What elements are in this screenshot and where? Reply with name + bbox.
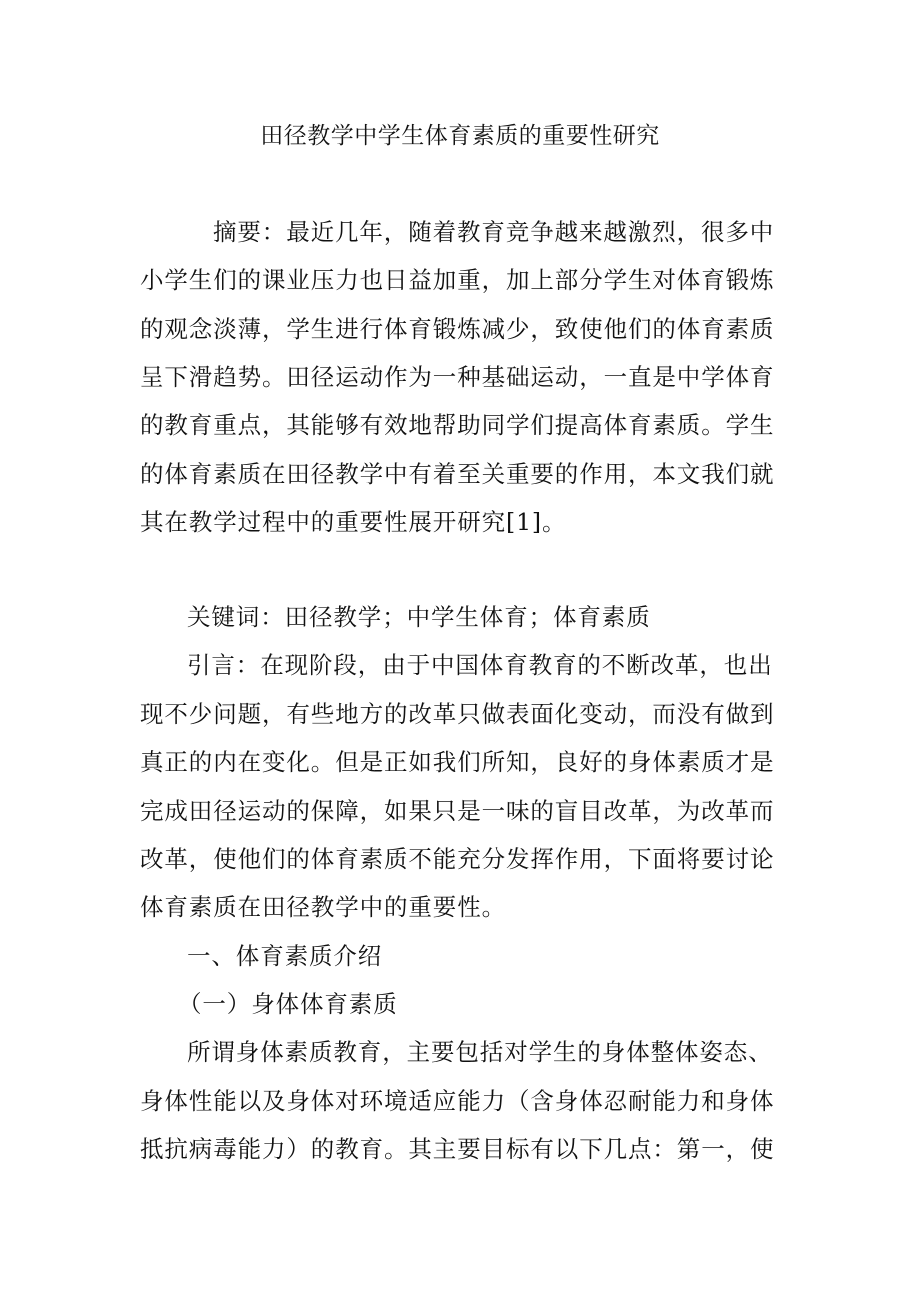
- document-title: 田径教学中学生体育素质的重要性研究: [260, 123, 660, 149]
- abstract-line: 其在教学过程中的重要性展开研究[1]。: [140, 508, 567, 536]
- intro-line: 完成田径运动的保障，如果只是一味的盲目改革，为改革而: [140, 797, 775, 825]
- abstract-line: 呈下滑趋势。田径运动作为一种基础运动，一直是中学体育: [140, 363, 775, 391]
- intro-line: 引言：在现阶段，由于中国体育教育的不断改革，也出: [187, 651, 773, 679]
- body-line: 所谓身体素质教育，主要包括对学生的身体整体姿态、: [187, 1038, 773, 1066]
- intro-line: 真正的内在变化。但是正如我们所知，良好的身体素质才是: [140, 748, 775, 776]
- abstract-line: 的观念淡薄，学生进行体育锻炼减少，致使他们的体育素质: [140, 315, 775, 343]
- section-heading: 一、体育素质介绍: [187, 942, 383, 970]
- abstract-line: 的体育素质在田径教学中有着至关重要的作用，本文我们就: [140, 460, 775, 488]
- abstract-line: 的教育重点，其能够有效地帮助同学们提高体育素质。学生: [140, 411, 775, 439]
- intro-line: 体育素质在田径教学中的重要性。: [140, 893, 506, 921]
- intro-line: 改革，使他们的体育素质不能充分发挥作用，下面将要讨论: [140, 845, 775, 873]
- intro-line: 现不少问题，有些地方的改革只做表面化变动，而没有做到: [140, 700, 775, 728]
- keywords-line: 关键词：田径教学；中学生体育；体育素质: [187, 603, 651, 631]
- subsection-heading: （一）身体体育素质: [178, 990, 398, 1018]
- body-line: 身体性能以及身体对环境适应能力（含身体忍耐能力和身体: [140, 1087, 775, 1115]
- abstract-line: 摘要：最近几年，随着教育竞争越来越激烈，很多中: [213, 218, 775, 246]
- body-line: 抵抗病毒能力）的教育。其主要目标有以下几点：第一，使: [140, 1135, 775, 1163]
- abstract-line: 小学生们的课业压力也日益加重，加上部分学生对体育锻炼: [140, 266, 775, 294]
